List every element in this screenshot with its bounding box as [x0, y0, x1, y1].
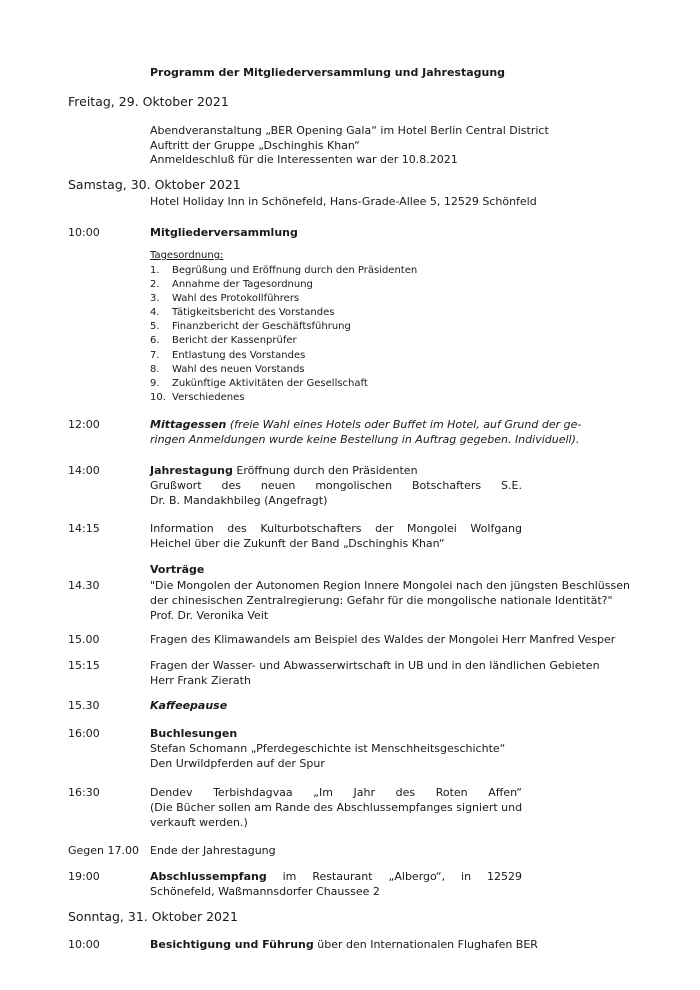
talk1-line: "Die Mongolen der Autonomen Region Innere Mongolei nach den jüngsten Beschlüssen [150, 579, 630, 592]
agenda-item: 4. Tätigkeitsbericht des Vorstandes [150, 307, 335, 319]
day-heading-friday: Freitag, 29. Oktober 2021 [68, 94, 229, 109]
time-talk1: 14.30 [68, 579, 100, 592]
time-readings: 16:00 [68, 727, 100, 740]
agenda-list [150, 264, 417, 405]
saturday-venue: Hotel Holiday Inn in Schönefeld, Hans-Grade-Allee 5, 12529 Schönfeld [150, 195, 537, 208]
time-annual: 14:00 [68, 464, 100, 477]
tour-title: Besichtigung und Führung [150, 938, 314, 951]
time-coffee: 15.30 [68, 699, 100, 712]
page-title: Programm der Mitgliederversammlung und Jahrestagung [150, 66, 506, 79]
agenda-item: 8. Wahl des neuen Vorstands [150, 363, 305, 375]
annual-line [150, 464, 418, 477]
reception-address: Schönefeld, Waßmannsdorfer Chaussee 2 [150, 885, 380, 898]
time-lunch: 12:00 [68, 418, 100, 431]
reception-line [150, 870, 522, 883]
mv-title: Mitgliederversammlung [150, 226, 298, 239]
talk2-line: Fragen des Klimawandels am Beispiel des Waldes der Mongolei Herr Manfred Vesper [150, 633, 616, 646]
annual-title: Jahrestagung [150, 464, 233, 477]
talk3-line: Fragen der Wasser- und Abwasserwirtschaft in UB und in den ländlichen Gebieten [150, 659, 600, 672]
time-talk2: 15.00 [68, 633, 100, 646]
day-heading-saturday: Samstag, 30. Oktober 2021 [68, 177, 241, 192]
agenda-item: 9. Zukünftige Aktivitäten der Gesellschaft [150, 377, 368, 389]
talks-heading: Vorträge [150, 563, 205, 576]
lunch-line [150, 418, 581, 431]
time-talk3: 15:15 [68, 659, 100, 672]
lunch-note-cont: ringen Anmeldungen wurde keine Bestellung in Auftrag gegeben. Individuell). [150, 433, 580, 446]
agenda-heading: Tagesordnung: [150, 250, 224, 261]
talk1-speaker: Prof. Dr. Veronika Veit [150, 609, 269, 622]
reading2-line: Dendev Terbishdagvaa „Im Jahr des Roten Affen“ [150, 786, 522, 799]
annual-greeting: Grußwort des neuen mongolischen Botschafters S.E. [150, 479, 522, 492]
reading1-line: Stefan Schomann „Pferdegeschichte ist Menschheitsgeschichte“ [150, 742, 506, 755]
agenda-item: 6. Bericht der Kassenprüfer [150, 335, 297, 347]
time-reading2: 16:30 [68, 786, 100, 799]
lunch-title: Mittagessen [150, 418, 227, 431]
annual-rest: Eröffnung durch den Präsidenten [232, 464, 418, 477]
reading2-note: (Die Bücher sollen am Rande des Abschlussempfanges signiert und [150, 801, 523, 814]
info-line-cont: Heichel über die Zukunft der Band „Dschinghis Khan“ [150, 537, 445, 550]
time-mv: 10:00 [68, 226, 100, 239]
annual-greeting-cont: Dr. B. Mandakhbileg (Angefragt) [150, 494, 328, 507]
day-heading-sunday: Sonntag, 31. Oktober 2021 [68, 909, 238, 924]
time-tour: 10:00 [68, 938, 100, 951]
coffee-title: Kaffeepause [150, 699, 228, 712]
friday-line: Abendveranstaltung „BER Opening Gala“ im Hotel Berlin Central District [150, 124, 549, 137]
agenda-item: 3. Wahl des Protokollführers [150, 293, 300, 305]
friday-line: Anmeldeschluß für die Interessenten war der 10.8.2021 [150, 153, 458, 166]
agenda-item: 5. Finanzbericht der Geschäftsführung [150, 321, 351, 333]
talk1-line: der chinesischen Zentralregierung: Gefahr für die mongolische nationale Identität?" [150, 594, 613, 607]
time-end: Gegen 17.00 [68, 844, 140, 857]
talk3-speaker: Herr Frank Zierath [150, 674, 251, 687]
tour-line [150, 938, 538, 951]
reading2-note-cont: verkauft werden.) [150, 816, 248, 829]
end-text: Ende der Jahrestagung [150, 844, 276, 857]
reading1-subtitle: Den Urwildpferden auf der Spur [150, 757, 325, 770]
agenda-item: 1. Begrüßung und Eröffnung durch den Präsidenten [150, 265, 418, 276]
agenda-item: 7. Entlastung des Vorstandes [150, 349, 306, 361]
tour-rest: über den Internationalen Flughafen BER [313, 938, 538, 951]
friday-line: Auftritt der Gruppe „Dschinghis Khan“ [150, 139, 360, 152]
agenda-item: 10. Verschiedenes [150, 391, 245, 403]
reception-rest: im Restaurant „Albergo“, in 12529 [266, 870, 522, 883]
reception-title: Abschlussempfang [150, 870, 267, 883]
lunch-note: (freie Wahl eines Hotels oder Buffet im Hotel, auf Grund der ge- [229, 418, 582, 431]
readings-title: Buchlesungen [150, 727, 238, 740]
time-reception: 19:00 [68, 870, 100, 883]
time-info: 14:15 [68, 522, 100, 535]
info-line: Information des Kulturbotschafters der Mongolei Wolfgang [150, 522, 522, 535]
agenda-item: 2. Annahme der Tagesordnung [150, 279, 313, 291]
